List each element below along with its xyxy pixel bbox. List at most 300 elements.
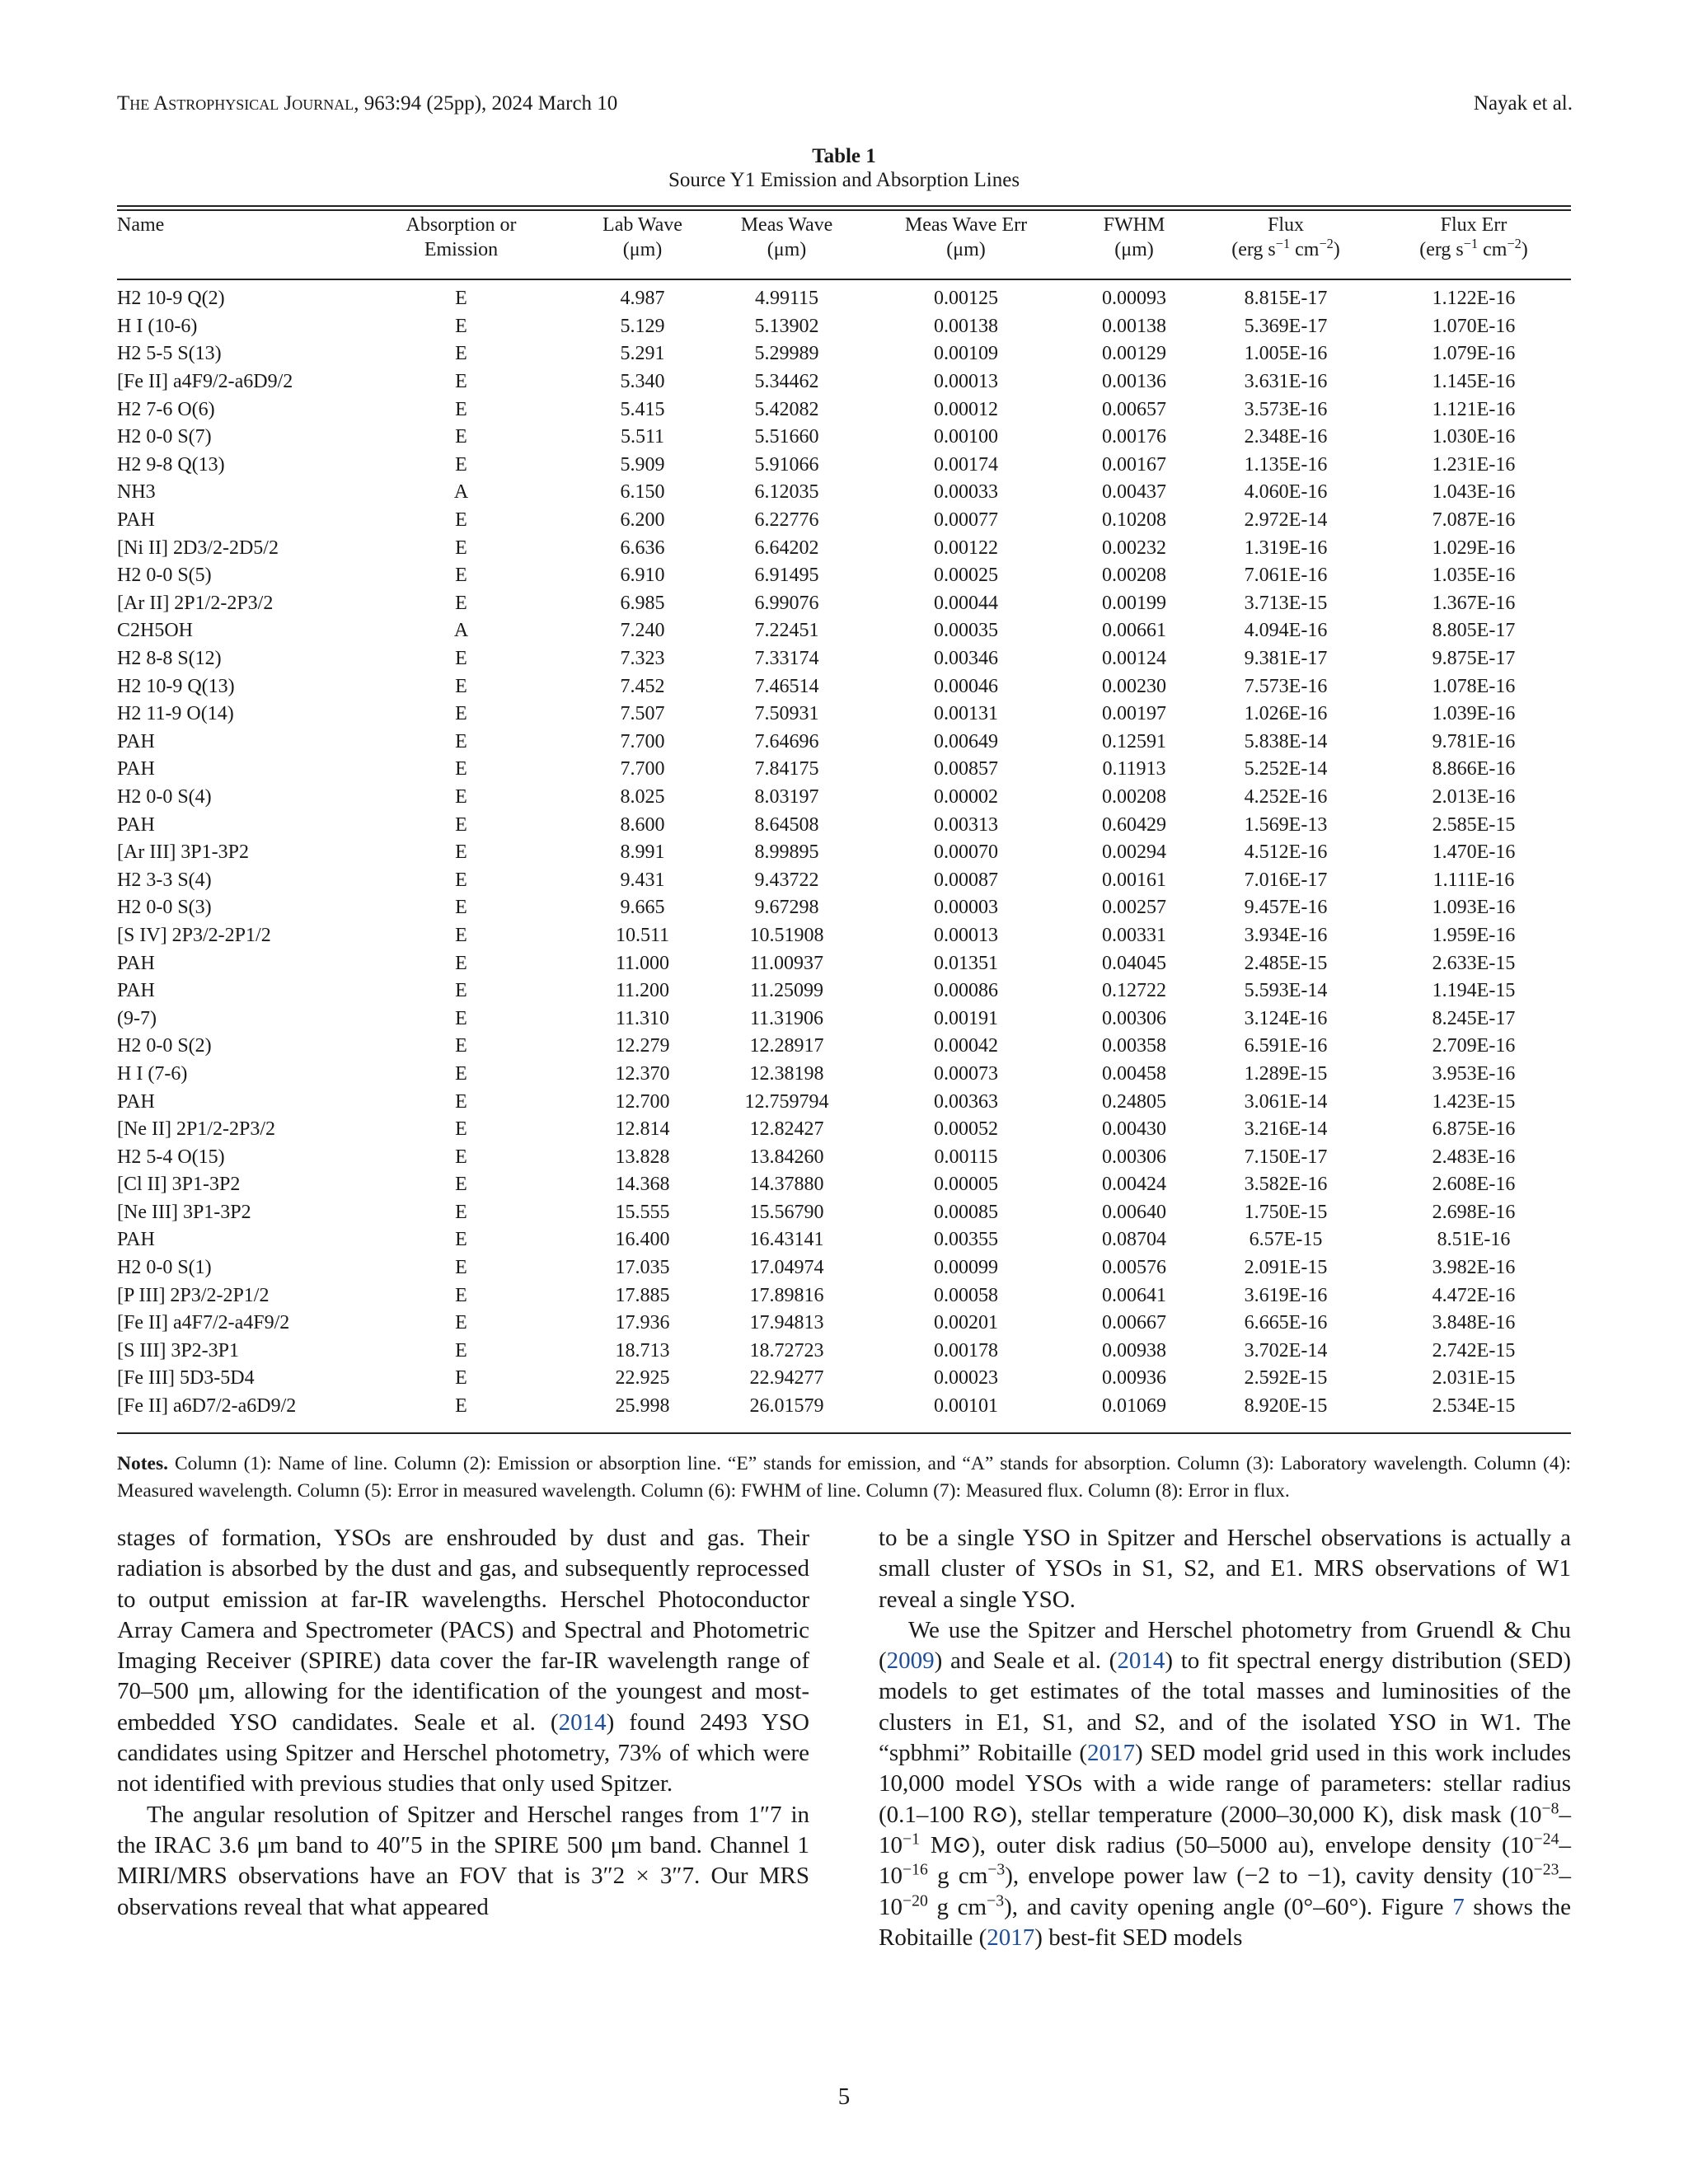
table-cell: 22.925 xyxy=(615,1367,670,1390)
table-row xyxy=(117,1199,1571,1227)
table-cell: 8.805E-17 xyxy=(1432,620,1516,642)
table-cell: 0.00640 xyxy=(1102,1201,1166,1223)
table-cell: [P III] 2P3/2-2P1/2 xyxy=(117,1284,270,1306)
table-cell: 6.91495 xyxy=(754,565,819,587)
table-cell: 0.00230 xyxy=(1102,675,1166,697)
table-row xyxy=(117,894,1571,922)
table-cell: E xyxy=(455,453,467,476)
table-cell: 11.000 xyxy=(615,952,670,974)
table-cell: E xyxy=(455,675,467,697)
table-row xyxy=(117,340,1571,368)
citation-year-link[interactable]: 2014 xyxy=(558,1708,607,1736)
table-row xyxy=(117,368,1571,396)
citation-year-link[interactable]: 2014 xyxy=(1117,1647,1165,1675)
table-cell: 0.00131 xyxy=(934,703,998,725)
table-cell: 1.111E-16 xyxy=(1432,869,1515,891)
table-cell: 17.04974 xyxy=(749,1257,824,1279)
table-cell: 2.091E-15 xyxy=(1244,1257,1328,1279)
table-cell: [Cl II] 3P1-3P2 xyxy=(117,1174,241,1196)
column-header: Name xyxy=(117,214,165,236)
table-cell: [S IV] 2P3/2-2P1/2 xyxy=(117,924,271,946)
table-row xyxy=(117,1033,1571,1061)
table-row xyxy=(117,424,1571,452)
table-cell: 0.00070 xyxy=(934,841,998,864)
table-row xyxy=(117,452,1571,480)
right-column xyxy=(879,1523,1571,1953)
table-cell: 1.750E-15 xyxy=(1244,1201,1328,1223)
table-cell: E xyxy=(455,1118,467,1141)
table-cell: E xyxy=(455,1367,467,1390)
table-cell: E xyxy=(455,648,467,670)
table-cell: 6.150 xyxy=(620,481,665,504)
table-cell: 0.00938 xyxy=(1102,1339,1166,1361)
table-cell: 1.039E-16 xyxy=(1432,703,1516,725)
table-cell: 4.060E-16 xyxy=(1244,481,1328,504)
table-row xyxy=(117,922,1571,950)
table-cell: 0.00023 xyxy=(934,1367,998,1390)
table-cell: 6.665E-16 xyxy=(1244,1312,1328,1334)
table-cell: [Ar III] 3P1-3P2 xyxy=(117,841,249,864)
paragraph: stages of formation, YSOs are enshrouded by dust and gas. Their radiation is absorbed by the dust and gas, and subsequently reprocessed to output emission at far-IR wavelengths. Herschel Photoconductor Array Camera and Spectrometer (PACS) and Spectral and Photometric Imaging Receiver (SPIRE) data cover the far-IR wavelength range of 70–500 μm, allowing for the identification of the youngest and most-embedded YSO candidates. Seale et al. (2014) found 2493 YSO candidates using Spitzer and Herschel photometry, 73% of which were not identified with previous studies that only used Spitzer. xyxy=(117,1525,809,1797)
table-cell: 4.987 xyxy=(620,288,665,310)
table-cell: 9.43722 xyxy=(754,869,819,891)
table-cell: 0.04045 xyxy=(1102,952,1166,974)
table-cell: 0.00424 xyxy=(1102,1174,1166,1196)
table-cell: 13.84260 xyxy=(749,1146,824,1168)
table-cell: E xyxy=(455,1229,467,1251)
table-cell: 12.814 xyxy=(615,1118,670,1141)
table-cell: 0.00313 xyxy=(934,813,998,836)
table-cell: E xyxy=(455,398,467,420)
table-cell: E xyxy=(455,1257,467,1279)
table-cell: 0.00649 xyxy=(934,730,998,752)
notes-label: Notes. xyxy=(117,1453,168,1474)
table-cell: E xyxy=(455,924,467,946)
table-cell: 0.00125 xyxy=(934,288,998,310)
table-cell: 17.035 xyxy=(615,1257,670,1279)
table-cell: 9.665 xyxy=(620,897,665,919)
table-cell: 3.124E-16 xyxy=(1244,1007,1328,1029)
table-cell: 8.815E-17 xyxy=(1244,288,1328,310)
table-cell: 5.13902 xyxy=(754,315,819,337)
table-cell: 0.00197 xyxy=(1102,703,1166,725)
table-cell: 0.00331 xyxy=(1102,924,1166,946)
table-cell: 1.070E-16 xyxy=(1432,315,1516,337)
table-cell: 0.00306 xyxy=(1102,1146,1166,1168)
table-cell: 5.838E-14 xyxy=(1244,730,1328,752)
table-cell: 7.061E-16 xyxy=(1244,565,1328,587)
column-header: Absorption or Emission xyxy=(406,214,517,260)
table-cell: 1.043E-16 xyxy=(1432,481,1516,504)
table-cell: 0.00046 xyxy=(934,675,998,697)
table-cell: 3.619E-16 xyxy=(1244,1284,1328,1306)
table-cell: 0.00199 xyxy=(1102,592,1166,614)
table-cell: 0.00003 xyxy=(934,897,998,919)
table-cell: E xyxy=(455,315,467,337)
table-cell: 8.866E-16 xyxy=(1432,758,1516,780)
table-cell: 8.99895 xyxy=(754,841,819,864)
table-cell: 6.64202 xyxy=(754,537,819,559)
table-cell: H I (10-6) xyxy=(117,315,198,337)
page-number: 5 xyxy=(837,2083,851,2110)
table-cell: 4.472E-16 xyxy=(1432,1284,1516,1306)
table-cell: 0.00667 xyxy=(1102,1312,1166,1334)
table-cell: 4.512E-16 xyxy=(1244,841,1328,864)
table-cell: 5.252E-14 xyxy=(1244,758,1328,780)
table-cell: 5.42082 xyxy=(754,398,819,420)
table-cell: E xyxy=(455,1035,467,1057)
table-cell: 18.72723 xyxy=(749,1339,824,1361)
table-notes xyxy=(117,1451,1571,1505)
table-body xyxy=(117,285,1571,1420)
table-cell: 5.369E-17 xyxy=(1244,315,1328,337)
table-cell: 1.423E-15 xyxy=(1432,1090,1516,1113)
table-cell: H2 11-9 O(14) xyxy=(117,703,234,725)
table-cell: 2.972E-14 xyxy=(1244,509,1328,532)
table-cell: 1.121E-16 xyxy=(1432,398,1516,420)
table-cell: 1.959E-16 xyxy=(1432,924,1516,946)
table-cell: 0.00161 xyxy=(1102,869,1166,891)
table-cell: 4.094E-16 xyxy=(1244,620,1328,642)
table-cell: 5.593E-14 xyxy=(1244,980,1328,1002)
table-cell: PAH xyxy=(117,758,155,780)
table-cell: PAH xyxy=(117,1090,155,1113)
table-cell: 0.00138 xyxy=(1102,315,1166,337)
table-cell: 0.01351 xyxy=(934,952,998,974)
table-cell: 8.245E-17 xyxy=(1432,1007,1516,1029)
table-cell: 8.991 xyxy=(620,841,665,864)
table-cell: 1.005E-16 xyxy=(1244,343,1328,365)
table-row xyxy=(117,1061,1571,1089)
table-cell: 0.00124 xyxy=(1102,648,1166,670)
table-cell: 0.00073 xyxy=(934,1062,998,1085)
citation-year-link[interactable]: 2009 xyxy=(886,1647,935,1675)
table-cell: 12.700 xyxy=(615,1090,670,1113)
table-cell: 2.013E-16 xyxy=(1432,785,1516,808)
table-cell: [Ne III] 3P1-3P2 xyxy=(117,1201,251,1223)
table-cell: 3.953E-16 xyxy=(1432,1062,1516,1085)
table-cell: 3.216E-14 xyxy=(1244,1118,1328,1141)
table-header-row xyxy=(117,213,1571,279)
table-row xyxy=(117,1143,1571,1171)
table-row xyxy=(117,1088,1571,1116)
table-row xyxy=(117,1338,1571,1366)
table-cell: 9.431 xyxy=(620,869,665,891)
table-cell: PAH xyxy=(117,813,155,836)
table-cell: PAH xyxy=(117,980,155,1002)
table-cell: 8.920E-15 xyxy=(1244,1395,1328,1418)
table-cell: 17.89816 xyxy=(749,1284,824,1306)
table-cell: 0.00355 xyxy=(934,1229,998,1251)
table-cell: [Fe II] a6D7/2-a6D9/2 xyxy=(117,1395,297,1418)
table-cell: 3.702E-14 xyxy=(1244,1339,1328,1361)
table-cell: H2 0-0 S(2) xyxy=(117,1035,212,1057)
table-cell: E xyxy=(455,841,467,864)
table-cell: [Fe II] a4F9/2-a6D9/2 xyxy=(117,371,293,393)
table-row xyxy=(117,701,1571,729)
table-cell: 8.64508 xyxy=(754,813,819,836)
table-title: Source Y1 Emission and Absorption Lines xyxy=(668,169,1020,191)
table-cell: E xyxy=(455,785,467,808)
table-cell: 0.00109 xyxy=(934,343,998,365)
table-cell: 16.43141 xyxy=(749,1229,824,1251)
table-cell: 11.31906 xyxy=(749,1007,824,1029)
table-cell: 0.00167 xyxy=(1102,453,1166,476)
table-cell: PAH xyxy=(117,509,155,532)
table-cell: 10.51908 xyxy=(749,924,824,946)
table-cell: 4.252E-16 xyxy=(1244,785,1328,808)
table-row xyxy=(117,784,1571,812)
table-cell: PAH xyxy=(117,1229,155,1251)
table-cell: 5.909 xyxy=(620,453,665,476)
table-cell: 2.534E-15 xyxy=(1432,1395,1516,1418)
table-cell: 12.759794 xyxy=(744,1090,829,1113)
table-cell: 8.03197 xyxy=(754,785,819,808)
table-cell: 0.00100 xyxy=(934,426,998,448)
table-cell: 7.700 xyxy=(620,730,665,752)
lines-table xyxy=(117,213,1571,1420)
table-cell: 0.00085 xyxy=(934,1201,998,1223)
table-cell: 5.51660 xyxy=(754,426,819,448)
table-cell: E xyxy=(455,343,467,365)
table-cell: 1.035E-16 xyxy=(1432,565,1516,587)
table-cell: 9.381E-17 xyxy=(1244,648,1328,670)
table-row xyxy=(117,756,1571,784)
table-cell: 1.093E-16 xyxy=(1432,897,1516,919)
table-cell: 3.848E-16 xyxy=(1432,1312,1516,1334)
table-cell: 2.483E-16 xyxy=(1432,1146,1516,1168)
table-cell: H I (7-6) xyxy=(117,1062,188,1085)
table-cell: 7.64696 xyxy=(754,730,819,752)
table-cell: A xyxy=(453,620,469,642)
table-cell: NH3 xyxy=(117,481,156,504)
table-cell: 11.00937 xyxy=(749,952,824,974)
table-cell: E xyxy=(455,952,467,974)
column-header: Lab Wave (μm) xyxy=(603,214,682,260)
table-cell: H2 8-8 S(12) xyxy=(117,648,222,670)
table-cell: 25.998 xyxy=(615,1395,670,1418)
table-cell: 0.00005 xyxy=(934,1174,998,1196)
table-cell: 17.885 xyxy=(615,1284,670,1306)
table-row xyxy=(117,590,1571,618)
table-cell: 9.457E-16 xyxy=(1244,897,1328,919)
table-cell: E xyxy=(455,869,467,891)
citation-year-link[interactable]: 2017 xyxy=(1087,1740,1136,1767)
column-header: Meas Wave Err (μm) xyxy=(904,214,1028,260)
table-cell: 5.415 xyxy=(620,398,665,420)
table-cell: H2 3-3 S(4) xyxy=(117,869,212,891)
table-cell: 0.24805 xyxy=(1102,1090,1166,1113)
table-cell: 0.00294 xyxy=(1102,841,1166,864)
table-cell: 3.573E-16 xyxy=(1244,398,1328,420)
table-cell: 0.00661 xyxy=(1102,620,1166,642)
paragraph: The angular resolution of Spitzer and Herschel ranges from 1″7 in the IRAC 3.6 μm band to 40″5 in the SPIRE 500 μm band. Channel 1 MIRI/MRS observations have an FOV that is 3″2 × 3″7. Our MRS observations reveal that what appeared xyxy=(117,1801,809,1920)
table-cell: 0.00099 xyxy=(934,1257,998,1279)
table-cell: 7.33174 xyxy=(754,648,819,670)
table-cell: E xyxy=(455,565,467,587)
table-cell: 13.828 xyxy=(615,1146,670,1168)
table-row xyxy=(117,1365,1571,1393)
table-cell: E xyxy=(455,703,467,725)
table-cell: 2.485E-15 xyxy=(1244,952,1328,974)
table-cell: 9.67298 xyxy=(754,897,819,919)
table-cell: 6.875E-16 xyxy=(1432,1118,1516,1141)
table-row xyxy=(117,811,1571,839)
table-cell: 0.00058 xyxy=(934,1284,998,1306)
column-header: Flux (erg $s^{-1}$ $cm^{-2}$) xyxy=(1231,214,1340,260)
table-cell: 7.452 xyxy=(620,675,665,697)
table-cell: 7.150E-17 xyxy=(1244,1146,1328,1168)
table-row xyxy=(117,729,1571,757)
table-cell: 2.698E-16 xyxy=(1432,1201,1516,1223)
table-cell: 0.00576 xyxy=(1102,1257,1166,1279)
table-cell: 6.985 xyxy=(620,592,665,614)
table-cell: 0.00013 xyxy=(934,371,998,393)
table-cell: 1.026E-16 xyxy=(1244,703,1328,725)
table-cell: 7.50931 xyxy=(754,703,819,725)
table-cell: 0.00035 xyxy=(934,620,998,642)
table-cell: PAH xyxy=(117,952,155,974)
table-cell: 6.57E-15 xyxy=(1249,1229,1323,1251)
table-cell: 12.38198 xyxy=(749,1062,824,1085)
table-cell: 7.700 xyxy=(620,758,665,780)
notes-text: Column (1): Name of line. Column (2): Emission or absorption line. “E” stands for emission, and “A” stands for absorption. Column (3): Laboratory wavelength. Column (4): Measured wavelength. Column (5): Error in measured wavelength. Column (6): FWHM of line. Column (7): Measured flux. Column (8): Error in flux. xyxy=(117,1453,1571,1502)
table-cell: 14.368 xyxy=(615,1174,670,1196)
table-cell: 7.46514 xyxy=(754,675,819,697)
table-cell: 11.310 xyxy=(615,1007,670,1029)
table-cell: 0.00013 xyxy=(934,924,998,946)
table-cell: 17.936 xyxy=(615,1312,670,1334)
table-cell: 5.291 xyxy=(620,343,665,365)
table-cell: 0.60429 xyxy=(1102,813,1166,836)
table-cell: 0.00052 xyxy=(934,1118,998,1141)
table-row xyxy=(117,479,1571,507)
table-cell: 0.00208 xyxy=(1102,565,1166,587)
table-cell: H2 7-6 O(6) xyxy=(117,398,215,420)
table-cell: 8.51E-16 xyxy=(1437,1229,1511,1251)
table-cell: 0.00115 xyxy=(934,1146,998,1168)
table-cell: E xyxy=(455,426,467,448)
table-cell: 6.99076 xyxy=(754,592,819,614)
table-row xyxy=(117,839,1571,867)
table-cell: 7.84175 xyxy=(754,758,819,780)
table-cell: 3.631E-16 xyxy=(1244,371,1328,393)
table-cell: 2.585E-15 xyxy=(1432,813,1516,836)
table-cell: 0.00346 xyxy=(934,648,998,670)
table-cell: H2 10-9 Q(13) xyxy=(117,675,235,697)
table-cell: 12.279 xyxy=(615,1035,670,1057)
table-cell: 0.00458 xyxy=(1102,1062,1166,1085)
table-cell: 0.12722 xyxy=(1102,980,1166,1002)
table-cell: 1.289E-15 xyxy=(1244,1062,1328,1085)
table-row xyxy=(117,285,1571,313)
table-cell: 26.01579 xyxy=(749,1395,824,1418)
table-cell: 0.00358 xyxy=(1102,1035,1166,1057)
table-cell: 1.135E-16 xyxy=(1244,453,1328,476)
table-cell: 9.781E-16 xyxy=(1432,730,1516,752)
table-row xyxy=(117,949,1571,977)
figure-link[interactable]: 7 xyxy=(1452,1893,1465,1920)
table-row xyxy=(117,1282,1571,1310)
table-cell: [Ni II] 2D3/2-2D5/2 xyxy=(117,537,279,559)
table-cell: 7.087E-16 xyxy=(1432,509,1516,532)
table-cell: 0.00437 xyxy=(1102,481,1166,504)
table-cell: 0.00201 xyxy=(934,1312,998,1334)
table-cell: 10.511 xyxy=(615,924,670,946)
table-cell: E xyxy=(455,897,467,919)
table-cell: 2.709E-16 xyxy=(1432,1035,1516,1057)
table-cell: [Fe II] a4F7/2-a4F9/2 xyxy=(117,1312,290,1334)
table-cell: 0.00136 xyxy=(1102,371,1166,393)
table-cell: 0.00363 xyxy=(934,1090,998,1113)
table-cell: 1.194E-15 xyxy=(1432,980,1516,1002)
table-cell: [Ne II] 2P1/2-2P3/2 xyxy=(117,1118,275,1141)
table-row xyxy=(117,1254,1571,1282)
table-cell: 0.00093 xyxy=(1102,288,1166,310)
table-row xyxy=(117,1171,1571,1199)
table-cell: 0.00641 xyxy=(1102,1284,1166,1306)
table-cell: 6.22776 xyxy=(754,509,819,532)
table-cell: 5.91066 xyxy=(754,453,819,476)
table-cell: 0.00025 xyxy=(934,565,998,587)
table-row xyxy=(117,1393,1571,1421)
table-cell: 3.713E-15 xyxy=(1244,592,1328,614)
table-cell: 0.00122 xyxy=(934,537,998,559)
column-header: Flux Err (erg $s^{-1}$ $cm^{-2}$) xyxy=(1419,214,1528,260)
table-row xyxy=(117,866,1571,894)
table-cell: 12.82427 xyxy=(749,1118,824,1141)
table-cell: 0.00191 xyxy=(934,1007,998,1029)
table-cell: 1.029E-16 xyxy=(1432,537,1516,559)
table-cell: E xyxy=(455,1090,467,1113)
table-cell: H2 5-4 O(15) xyxy=(117,1146,225,1168)
table-cell: H2 10-9 Q(2) xyxy=(117,288,225,310)
table-cell: 1.079E-16 xyxy=(1432,343,1516,365)
table-cell: E xyxy=(455,1312,467,1334)
paragraph: to be a single YSO in Spitzer and Herschel observations is actually a small cluster of YSOs in S1, S2, and E1. MRS observations of W1 reveal a single YSO. xyxy=(879,1525,1571,1613)
table-row xyxy=(117,313,1571,341)
table-cell: 15.56790 xyxy=(749,1201,824,1223)
table-cell: E xyxy=(455,1339,467,1361)
table-cell: 5.129 xyxy=(620,315,665,337)
table-cell: 5.511 xyxy=(620,426,665,448)
table-cell: [S III] 3P2-3P1 xyxy=(117,1339,240,1361)
table-cell: 0.00936 xyxy=(1102,1367,1166,1390)
citation: , 963:94 (25pp), 2024 March 10 xyxy=(354,92,618,115)
table-top-rule-2 xyxy=(117,209,1571,211)
table-cell: 2.742E-15 xyxy=(1432,1339,1516,1361)
citation-year-link[interactable]: 2017 xyxy=(987,1924,1035,1951)
table-cell: A xyxy=(453,481,469,504)
table-cell: 0.00044 xyxy=(934,592,998,614)
authors: Nayak et al. xyxy=(1473,92,1573,115)
table-cell: H2 0-0 S(7) xyxy=(117,426,212,448)
table-bottom-rule xyxy=(117,1432,1571,1434)
table-row xyxy=(117,1226,1571,1254)
table-row xyxy=(117,1116,1571,1144)
left-column xyxy=(117,1523,809,1923)
table-cell: 0.00129 xyxy=(1102,343,1166,365)
table-cell: 15.555 xyxy=(615,1201,670,1223)
table-cell: 1.030E-16 xyxy=(1432,426,1516,448)
table-cell: 0.00257 xyxy=(1102,897,1166,919)
table-top-rule xyxy=(117,205,1571,207)
table-cell: 1.367E-16 xyxy=(1432,592,1516,614)
table-cell: E xyxy=(455,758,467,780)
table-cell: 0.00087 xyxy=(934,869,998,891)
table-cell: 1.231E-16 xyxy=(1432,453,1516,476)
table-row xyxy=(117,562,1571,590)
